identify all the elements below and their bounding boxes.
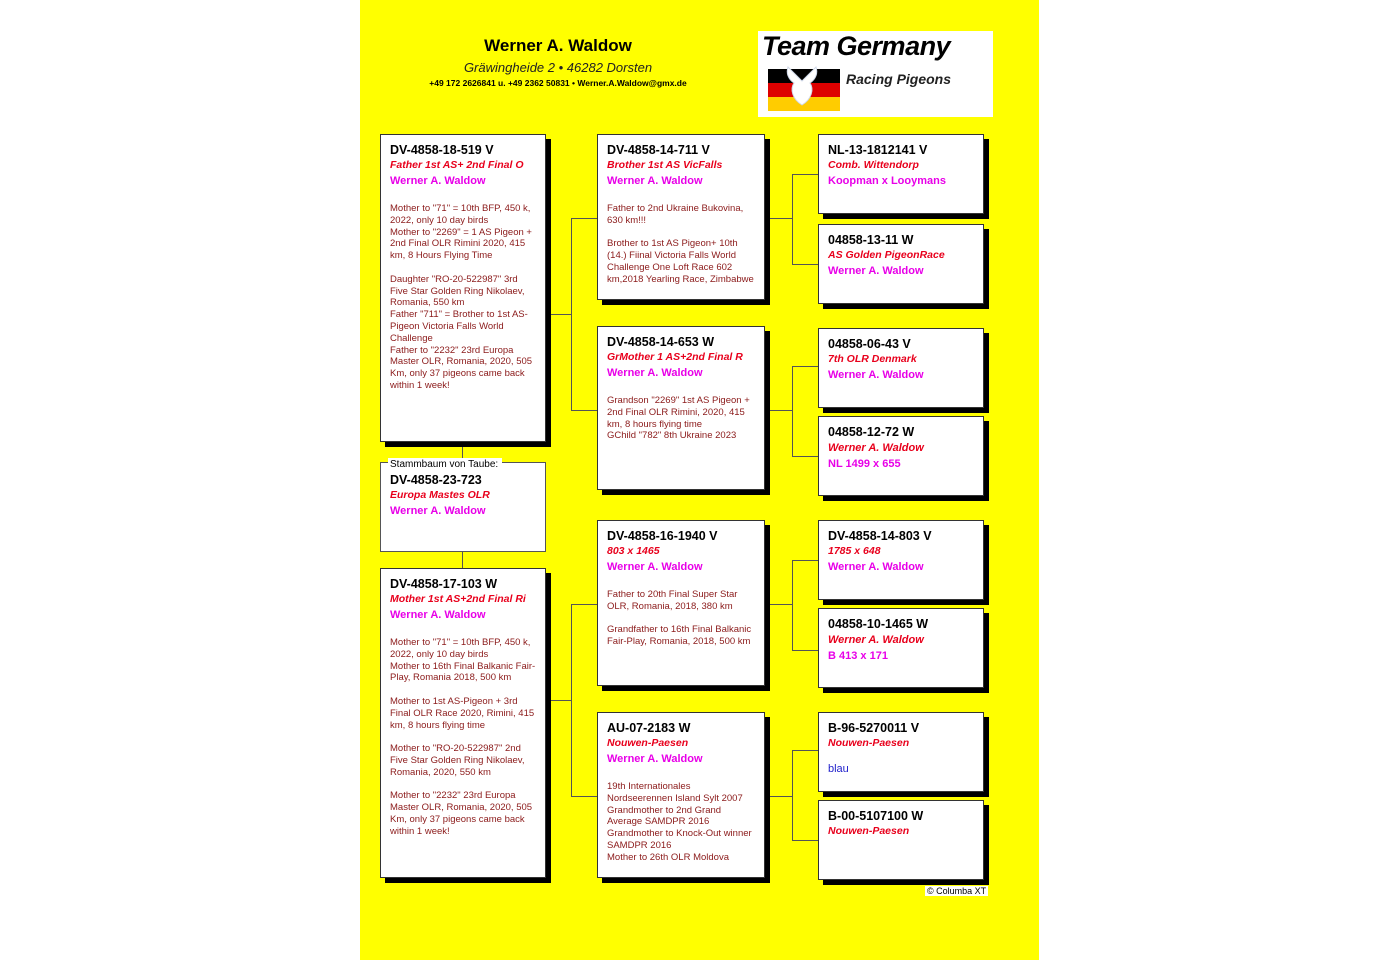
owner-name: Werner A. Waldow (828, 369, 924, 381)
owner-name: Werner A. Waldow (390, 609, 486, 621)
owner-name: Werner A. Waldow (828, 561, 924, 573)
connector-line (792, 366, 818, 367)
pigeon-notes: Grandson "2269" 1st AS Pigeon + 2nd Final OLR Rimini, 2020, 415 km, 8 hours flying time GChild "782" 8th Ukraine 2023 (607, 395, 750, 442)
pigeon-title: Brother 1st AS VicFalls (607, 159, 723, 171)
ring-number: DV-4858-14-803 V (828, 529, 932, 543)
connector-line (792, 560, 818, 561)
connector-line (765, 796, 792, 797)
connector-line (792, 456, 818, 457)
connector-line (792, 174, 818, 175)
pigeon-title: 7th OLR Denmark (828, 353, 917, 365)
ring-number: AU-07-2183 W (607, 721, 691, 735)
great-grandparent-card[interactable] (818, 608, 984, 688)
owner-name: Koopman x Looymans (828, 175, 946, 187)
pigeon-title: Nouwen-Paesen (828, 737, 910, 749)
pigeon-notes: Father to 2nd Ukraine Bukovina, 630 km!!! Brother to 1st AS Pigeon+ 10th (14.) Fiinal Victoria Falls World Challenge One Loft Race 602 km,2018 Yearling Race, Zimbabwe (607, 203, 754, 285)
pigeon-title: Nouwen-Paesen (828, 825, 910, 837)
grandsire-maternal-card[interactable] (597, 520, 765, 686)
granddam-maternal-card[interactable] (597, 712, 765, 878)
breeder-line: Werner A. Waldow (828, 634, 924, 646)
pedigree-label: Stammbaum von Taube: (388, 458, 502, 472)
breeder-name: Werner A. Waldow (484, 36, 632, 55)
pigeon-notes: Father to 20th Final Super Star OLR, Romania, 2018, 380 km Grandfather to 16th Final Balkanic Fair-Play, Romania, 2018, 500 km (607, 589, 752, 648)
ring-number: DV-4858-14-711 V (607, 143, 710, 157)
ring-number: DV-4858-17-103 W (390, 577, 498, 591)
connector-line (792, 650, 818, 651)
team-germany-logo (758, 31, 993, 117)
owner-name: Werner A. Waldow (390, 175, 486, 187)
pedigree-sheet (360, 0, 1039, 960)
connector-line (571, 218, 597, 219)
connector-line (571, 604, 597, 605)
pigeon-title: 1785 x 648 (828, 545, 881, 557)
connector-line (546, 314, 571, 315)
breeder-address: Gräwingheide 2 • 46282 Dorsten (463, 60, 653, 75)
ring-number: 04858-12-72 W (828, 425, 915, 439)
owner-name: Werner A. Waldow (607, 175, 703, 187)
ring-number: NL-13-1812141 V (828, 143, 928, 157)
great-grandparent-card[interactable] (818, 328, 984, 408)
connector-line (571, 218, 572, 410)
connector-line (571, 604, 572, 796)
pigeon-title: AS Golden PigeonRace (828, 249, 945, 261)
pigeon-title: Father 1st AS+ 2nd Final O (390, 159, 524, 171)
pigeon-title: GrMother 1 AS+2nd Final R (607, 351, 743, 363)
great-grandparent-card[interactable] (818, 416, 984, 496)
ring-number: 04858-06-43 V (828, 337, 911, 351)
copyright-note: © Columba XT (927, 886, 987, 896)
connector-line (792, 264, 818, 265)
dove-icon (782, 65, 822, 109)
connector-line (792, 750, 793, 840)
pigeon-notes: Mother to "71" = 10th BFP, 450 k, 2022, only 10 day birds Mother to 16th Final Balkanic Fair-Play, Romania 2018, 500 km Mother to 1st AS-Pigeon + 3rd Final OLR Race 2020, Rimini, 415 km, 8 hours flying time Mother to "RO-20-522987" 2nd Five Star Golden Ring Nikolaev, Romania, 2020, 550 km Mother to "2232" 23rd Europa Master OLR, Romania, 2020, 505 Km, only 37 pigeons came back within 1 week! (390, 637, 536, 837)
great-grandparent-card[interactable] (818, 134, 984, 214)
connector-line (571, 796, 597, 797)
grandsire-paternal-card[interactable] (597, 134, 765, 300)
pigeon-title: Comb. Wittendorp (828, 159, 919, 171)
pairing-note: NL 1499 x 655 (828, 458, 901, 470)
color-note: blau (828, 763, 849, 775)
breeder-line: Werner A. Waldow (828, 442, 924, 454)
owner-name: Werner A. Waldow (828, 265, 924, 277)
great-grandparent-card[interactable] (818, 520, 984, 600)
connector-line (792, 560, 793, 650)
connector-line (571, 410, 597, 411)
connector-line (765, 410, 792, 411)
connector-line (462, 552, 463, 568)
ring-number: DV-4858-23-723 (390, 473, 482, 487)
connector-line (765, 218, 792, 219)
ring-number: B-00-5107100 W (828, 809, 924, 823)
owner-name: Werner A. Waldow (607, 367, 703, 379)
great-grandparent-card[interactable] (818, 224, 984, 304)
pigeon-title: 803 x 1465 (607, 545, 660, 557)
owner-name: Werner A. Waldow (607, 561, 703, 573)
pigeon-title: Mother 1st AS+2nd Final Ri (390, 593, 526, 605)
ring-number: B-96-5270011 V (828, 721, 920, 735)
mother-card[interactable] (380, 568, 546, 878)
connector-line (765, 604, 792, 605)
subject-card[interactable] (380, 462, 546, 552)
breeder-contact: +49 172 2626841 u. +49 2362 50831 • Werner.A.Waldow@gmx.de (429, 78, 687, 88)
connector-line (792, 174, 793, 264)
connector-line (546, 700, 571, 701)
connector-line (792, 840, 818, 841)
great-grandparent-card[interactable] (818, 800, 984, 880)
logo-title: Team Germany (762, 31, 951, 61)
granddam-paternal-card[interactable] (597, 326, 765, 490)
logo-subtitle: Racing Pigeons (846, 71, 952, 87)
pigeon-notes: 19th Internationales Nordseerennen Island Sylt 2007 Grandmother to 2nd Grand Average SAMDPR 2016 Grandmother to Knock-Out winner SAMDPR 2016 Mother to 26th OLR Moldova (607, 781, 752, 863)
ring-number: DV-4858-16-1940 V (607, 529, 718, 543)
ring-number: DV-4858-18-519 V (390, 143, 494, 157)
pigeon-title: Nouwen-Paesen (607, 737, 689, 749)
pigeon-title: Europa Mastes OLR (390, 489, 490, 501)
ring-number: DV-4858-14-653 W (607, 335, 715, 349)
pairing-note: B 413 x 171 (828, 650, 888, 662)
owner-name: Werner A. Waldow (390, 505, 486, 517)
owner-name: Werner A. Waldow (607, 753, 703, 765)
connector-line (792, 366, 793, 456)
pigeon-notes: Mother to "71" = 10th BFP, 450 k, 2022, only 10 day birds Mother to "2269" = 1 AS Pigeon + 2nd Final OLR Rimini 2020, 415 km, 8 Hours Flying Time Daughter "RO-20-522987" 3rd Five Star Golden Ring Nikolaev, Romania, 550 km Father "711" = Brother to 1st AS-Pigeon Victoria Falls World Challenge Father to "2232" 23rd Europa Master OLR, Romania, 2020, 505 Km, only 37 pigeons came back within 1 week! (390, 203, 533, 391)
connector-line (792, 750, 818, 751)
ring-number: 04858-10-1465 W (828, 617, 929, 631)
great-grandparent-card[interactable] (818, 712, 984, 792)
father-card[interactable] (380, 134, 546, 442)
ring-number: 04858-13-11 W (828, 233, 914, 247)
